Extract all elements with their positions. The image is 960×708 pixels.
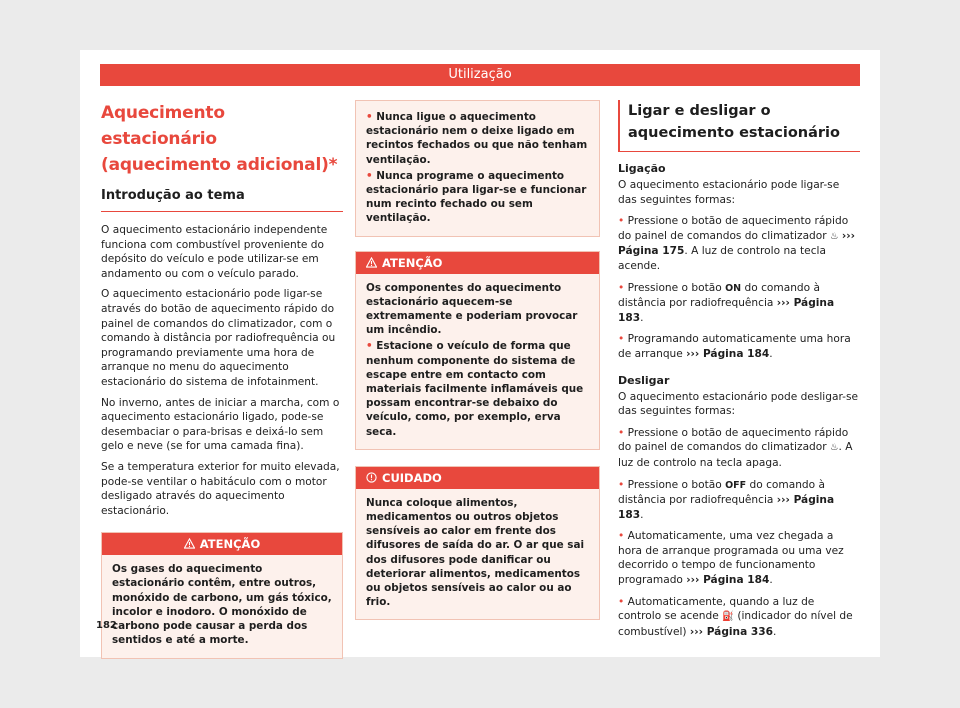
paragraph: O aquecimento estacionário pode ligar-se através do botão de aquecimento rápido do painel de comandos do climatizador, com o comando à distância por radiofrequência ou programando previamente uma hora de arranque no menu do aquecimento estacionário do sistema de infotainment. <box>101 288 336 388</box>
paragraph: O aquecimento estacionário independente funciona com combustível proveniente do depósito do veículo e pode utilizar-se em andamento ou com o veículo parado. <box>101 224 328 280</box>
caution-text: Nunca coloque alimentos, medicamentos ou outros objetos sensíveis ao calor em frente dos difusores de saída do ar. O ar que sai dos difusores pode danificar ou deteriorar alimentos, medicamentos ou objetos sensíveis ao calor ou ao frio. <box>366 496 585 609</box>
on-button-icon: ON <box>725 282 742 294</box>
page-reference-link: ››› Página 175 <box>618 229 856 258</box>
section-header: Utilização <box>100 64 860 86</box>
list-item: • Pressione o botão de aquecimento rápido do painel de comandos do climatizador ♨ ››› Página 175. A luz de controlo na tecla acende. <box>618 215 856 272</box>
caution-title: CUIDADO <box>382 470 442 485</box>
warning-continuation-box <box>355 100 600 237</box>
fuel-level-icon: ⛽ <box>722 611 734 623</box>
caution-box <box>355 466 600 621</box>
warning-header <box>356 252 599 274</box>
list-item: • Estacione o veículo de forma que nenhum componente do sistema de escape entre em contacto com materiais facilmente inflamáveis que possam encontrar-se debaixo do veículo, como, por exemplo, erva seca. <box>366 340 584 438</box>
section-subtitle: Introdução ao tema <box>101 188 343 212</box>
quick-heat-icon: ♨ <box>830 442 839 454</box>
page-reference-link: ››› Página 336 <box>689 625 774 638</box>
on-label: Ligação <box>618 162 666 175</box>
caution-header <box>356 467 599 489</box>
on-intro: O aquecimento estacionário pode ligar-se das seguintes formas: <box>618 179 840 206</box>
page-title: Aquecimento estacionário (aquecimento adicional)* <box>101 103 338 175</box>
warning-text: Os gases do aquecimento estacionário contêm, entre outros, monóxido de carbono, um gás tóxico, incolor e inodoro. O monóxido de carbono pode causar a perda dos sentidos e até a morte. <box>112 563 332 647</box>
off-intro: O aquecimento estacionário pode desligar-se das seguintes formas: <box>618 390 858 418</box>
column-1 <box>101 100 343 659</box>
off-label: Desligar <box>618 373 670 387</box>
column-2 <box>355 100 600 620</box>
list-item: Os componentes do aquecimento estacionário aquecem-se extremamente e poderiam provocar um incêndio. <box>366 281 578 337</box>
off-button-icon: OFF <box>725 479 747 491</box>
paragraph: Se a temperatura exterior for muito elevada, pode-se ventilar o habitáculo com o motor desligado através do aquecimento estacionário. <box>101 460 340 517</box>
page-number: 182 <box>96 620 117 631</box>
page-reference-link: ››› Página 183 <box>618 297 835 324</box>
warning-title: ATENÇÃO <box>382 255 443 270</box>
warning-box <box>355 251 600 450</box>
warning-icon <box>184 538 195 549</box>
warning-title: ATENÇÃO <box>199 537 261 552</box>
section-heading <box>618 100 860 152</box>
list-item: • Nunca programe o aquecimento estacionário para ligar-se e funcionar num recinto fechado ou sem ventilação. <box>366 169 587 225</box>
list-item: • Pressione o botão ON do comando à distância por radiofrequência ››› Página 183. <box>618 281 835 324</box>
warning-box <box>101 532 343 658</box>
list-item: • Programando automaticamente uma hora de arranque ››› Página 184. <box>618 333 851 360</box>
column-3 <box>618 100 860 639</box>
page-reference-link: ››› Página 184 <box>686 347 770 360</box>
paragraph: No inverno, antes de iniciar a marcha, com o aquecimento estacionário ligado, pode-se desembaciar o para-brisas e deixá-lo sem gelo e neve (se for uma camada fina). <box>101 396 340 453</box>
page-reference-link: ››› Página 183 <box>618 494 835 521</box>
info-circle-icon <box>366 472 377 483</box>
list-item: • Automaticamente, uma vez chegada a hora de arranque programada ou uma vez decorrido o tempo de funcionamento programado ››› Página 184. <box>618 530 844 587</box>
warning-icon <box>366 257 377 268</box>
list-item: • Pressione o botão de aquecimento rápido do painel de comandos do climatizador ♨. A luz de controlo na tecla apaga. <box>618 426 853 469</box>
list-item: • Nunca ligue o aquecimento estacionário nem o deixe ligado em recintos fechados ou que não tenham ventilação. <box>366 111 588 166</box>
list-item: • Pressione o botão OFF do comando à distância por radiofrequência ››› Página 183. <box>618 478 835 521</box>
quick-heat-icon: ♨ <box>830 230 839 242</box>
page-reference-link: ››› Página 184 <box>686 574 770 587</box>
section-title: Ligar e desligar o aquecimento estacionário <box>628 103 840 141</box>
list-item: • Automaticamente, quando a luz de controlo se acende ⛽ (indicador do nível de combustível) ››› Página 336. <box>618 595 853 638</box>
warning-header <box>102 533 342 555</box>
